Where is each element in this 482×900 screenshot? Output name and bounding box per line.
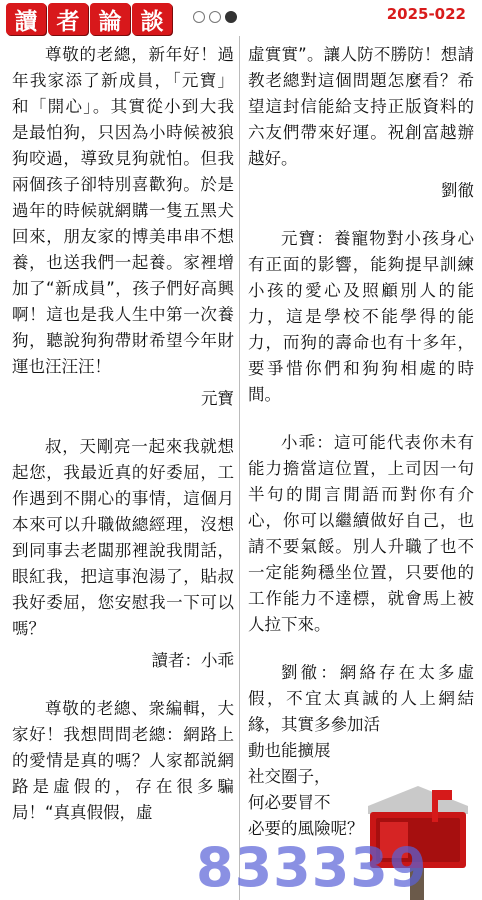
- column-divider: [239, 36, 240, 900]
- page-dot-active[interactable]: [225, 11, 237, 23]
- letter-liuche: 尊敬的老總、衆編輯，大家好！我想問問老總：網路上的愛情是真的嗎？人家都説網路是虛假的，存在很多騙局！“真真假假，虛: [12, 699, 234, 822]
- letter-yuanbao: 尊敬的老總，新年好！過年我家添了新成員，「元寶」和「開心」。其實從小到大我是最怕狗，只因為小時候被狼狗咬過，導致見狗就怕。但我兩個孩子卻特別喜歡狗。於是過年的時候就網購一隻五黑犬回來，朋友家的博美串串不想養，也送我們一起養。家裡增加了“新成員”，孩子們好高興啊！這也是我人生中第一次養狗，聽說狗狗帶財希望今年財運也汪汪汪！: [12, 45, 234, 376]
- issue-number: 2025-022: [386, 5, 466, 23]
- page-dot[interactable]: [193, 11, 205, 23]
- title-char: 讀: [6, 3, 46, 35]
- signature-liuche: 劉徹: [441, 181, 474, 200]
- watermark: 833339: [196, 836, 428, 899]
- reply-liuche: 劉徹：網絡存在太多虛假，不宜太真誠的人上網結緣，其實多參加活: [248, 663, 474, 734]
- title-char: 者: [48, 3, 88, 35]
- letter-xiaoguai: 叔，天剛亮一起來我就想起您，我最近真的好委屈，工作遇到不開心的事情，這個月本來可以升職做總經理，沒想到同事去老闆那裡說我閒話，眼紅我，把這事泡湯了，貼叔我好委屈，您安慰我一下可以嗎？: [12, 437, 234, 638]
- reply-liuche-line: 動也能擴展: [248, 741, 331, 760]
- title-char: 論: [90, 3, 130, 35]
- page-dot[interactable]: [209, 11, 221, 23]
- signature-yuanbao: 元寶: [201, 389, 234, 408]
- right-column: [248, 42, 474, 842]
- page-indicator: [193, 11, 237, 23]
- header: [0, 0, 482, 36]
- letter-liuche-continued: 虛實實”。讓人防不勝防！想請教老總對這個問題怎麼看？希望這封信能給支持正版資料的六友們帶來好運。祝創富越辦越好。: [248, 45, 474, 168]
- signature-xiaoguai: 讀者：小乖: [151, 651, 234, 670]
- left-column: [12, 42, 234, 826]
- title-char: 談: [132, 3, 172, 35]
- column-title: [6, 3, 172, 35]
- reply-liuche-line: 必要的風險呢？: [248, 819, 364, 838]
- reply-liuche-line: 社交圈子，: [248, 767, 331, 786]
- reply-xiaoguai: 小乖：這可能代表你未有能力擔當這位置，上司因一句半句的閒言閒語而對你有介心，你可以繼續做好自己，也請不要氣餒。別人升職了也不一定能夠穩坐位置，只要他的工作能力不達標，就會馬上被人拉下來。: [248, 433, 474, 634]
- reply-liuche-line: 何必要冒不: [248, 793, 331, 812]
- reply-yuanbao: 元寶：養寵物對小孩身心有正面的影響，能夠提早訓練小孩的愛心及照顧別人的能力，這是學校不能學得的能力，而狗的壽命也有十多年，要爭惜你們和狗狗相處的時間。: [248, 229, 474, 404]
